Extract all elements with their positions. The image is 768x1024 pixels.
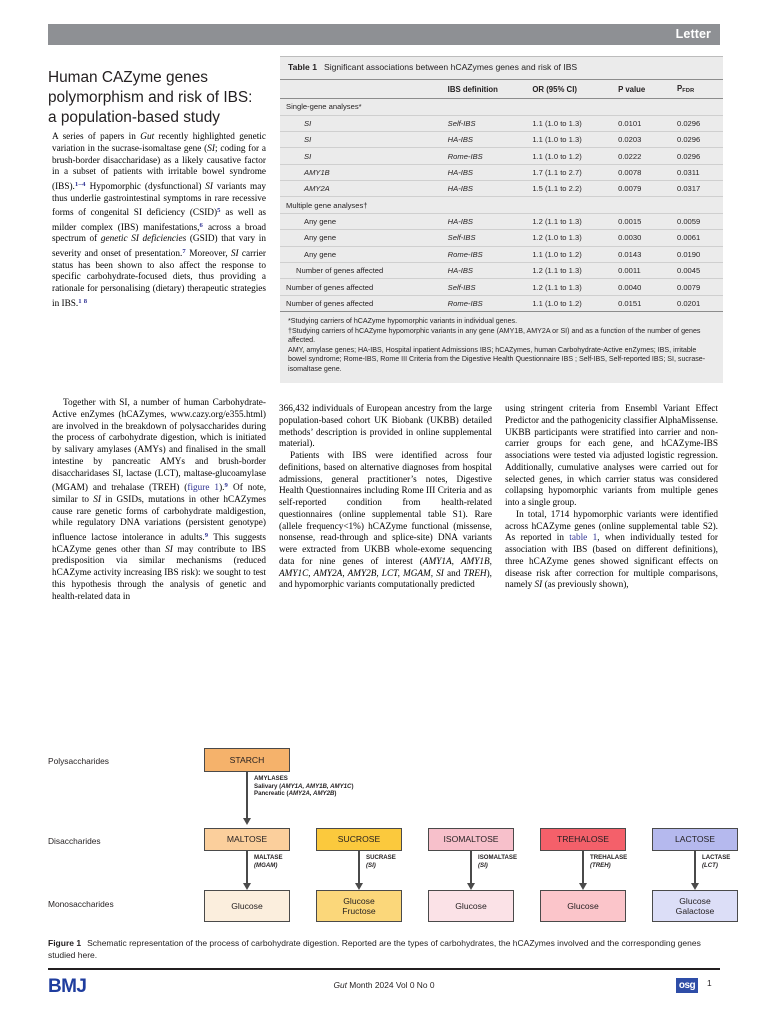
row-label-polysaccharides: Polysaccharides bbox=[48, 756, 109, 766]
cell-p: 0.0078 bbox=[618, 164, 677, 180]
cell-definition: HA-IBS bbox=[448, 164, 533, 180]
cell-gene: SI bbox=[280, 115, 448, 131]
node-sucrose: SUCROSE bbox=[316, 828, 402, 851]
row-label-disaccharides: Disaccharides bbox=[48, 836, 101, 846]
cell-or: 1.1 (1.0 to 1.3) bbox=[532, 131, 618, 147]
cell-gene: Number of genes affected bbox=[280, 262, 448, 278]
arrowhead-lactose bbox=[691, 883, 699, 890]
node-product-glucose-trehalose: Glucose bbox=[540, 890, 626, 922]
enzyme-label-isomaltase: ISOMALTASE (SI) bbox=[478, 854, 518, 869]
arrowhead-maltose bbox=[243, 883, 251, 890]
arrow-isomaltose-to-glucose bbox=[470, 851, 472, 886]
cell-pfdr: 0.0296 bbox=[677, 115, 723, 131]
body-column-right bbox=[505, 404, 718, 592]
cell-gene: SI bbox=[280, 148, 448, 164]
node-trehalose: TREHALOSE bbox=[540, 828, 626, 851]
cell-definition: Self-IBS bbox=[448, 279, 533, 295]
body-column-middle bbox=[279, 404, 492, 592]
cell-or: 1.1 (1.0 to 1.2) bbox=[532, 246, 618, 262]
node-product-glucose-fructose bbox=[316, 890, 402, 922]
table-header-row bbox=[280, 80, 723, 99]
cell-or: 1.2 (1.1 to 1.3) bbox=[532, 213, 618, 229]
paragraph-hcazymes: Together with SI, a number of human Carbohydrate-Active enZymes (hCAZymes, www.cazy.org/e355.html) are involved in the breakdown of polysaccharides during the process of carbohydrate digestion, which is initiated by salivary amylases (AMYs) and finalised in the small intestine by pancreatic AMYs and brush-border disaccharidases SI, lactase (LCT), maltase-glucoamylase (MGAM) and trehalase (TREH) (figure 1).$^9$ Of note, similar to SI in GSIDs, mutations in other hCAZymes cause rare genetic forms of carbohydrate maldigestion, while regulatory DNA variations (persistent genotype) influence lactose intolerance in adults.$^9$ This suggests hCAZyme genes other than SI may contribute to IBS predisposition via similar mechanisms (reduced hCAZyme activity increasing IBS risk): we sought to test this hypothesis through the analysis of genetic and health-related data in bbox=[52, 398, 267, 602]
arrow-sucrose-to-glucose-fructose bbox=[358, 851, 360, 886]
arrowhead-isomaltose bbox=[467, 883, 475, 890]
node-product-glucose-galactose bbox=[652, 890, 738, 922]
arrow-trehalose-to-glucose bbox=[582, 851, 584, 886]
page-title: Human CAZyme genes polymorphism and risk of IBS: a population-based study bbox=[48, 69, 253, 127]
paragraph-patients: Patients with IBS were identified across four definitions, based on alternative diagnoses from hospital admissions, general practitioner’s notes, Digestive Health Questionnaires including Rome III Criteria and as self-reported condition from health-related questionnaires (online supplemental table S1). Rare (allele frequency<1%) hCAZyme functional (missense, nonsense, read-through and splice-site) DNA variants were extracted from UKBB whole-exome sequencing data for nine genes of interest (AMY1A, AMY1B, AMY1C, AMY2A, AMY2B, LCT, MGAM, SI and TREH), and hypomorphic variants computationally predicted bbox=[279, 451, 492, 591]
cell-gene: Any gene bbox=[280, 213, 448, 229]
cell-definition: Rome-IBS bbox=[448, 148, 533, 164]
node-product-glucose-maltose: Glucose bbox=[204, 890, 290, 922]
arrowhead-starch-to-maltose bbox=[243, 818, 251, 825]
cell-gene: AMY1B bbox=[280, 164, 448, 180]
enzyme-label-amylases: AMYLASES Salivary (AMY1A, AMY1B, AMY1C) Pancreatic (AMY2A, AMY2B) bbox=[254, 775, 354, 798]
arrow-maltose-to-glucose bbox=[246, 851, 248, 886]
paragraph-methods: using stringent criteria from Ensembl Variant Effect Predictor and the pathogenicity classifier AlphaMissense. UKBB participants were stratified into carrier and non-carrier groups for each gene, and hCAZyme-IBS associations were tested via adjusted logistic regression. Additionally, cumulative analyses were carried out for selected genes, in which carrier status was considered collapsing hypomorphic variants from multiple genes into a single group. bbox=[505, 404, 718, 508]
cell-gene: Any gene bbox=[280, 246, 448, 262]
table-body bbox=[280, 99, 723, 312]
section-heading-row bbox=[280, 99, 723, 115]
arrow-starch-to-maltose bbox=[246, 772, 248, 821]
cell-p: 0.0079 bbox=[618, 181, 677, 197]
col-header-gene bbox=[280, 80, 448, 99]
cell-definition: HA-IBS bbox=[448, 181, 533, 197]
node-maltose: MALTOSE bbox=[204, 828, 290, 851]
table-row bbox=[280, 131, 723, 147]
cell-p: 0.0151 bbox=[618, 295, 677, 311]
cell-definition: Self-IBS bbox=[448, 230, 533, 246]
cell-pfdr: 0.0317 bbox=[677, 181, 723, 197]
cell-definition: Rome-IBS bbox=[448, 295, 533, 311]
figure-1-link[interactable]: figure 1 bbox=[187, 483, 220, 494]
enzyme-label-trehalase: TREHALASE (TREH) bbox=[590, 854, 628, 869]
cell-gene: SI bbox=[280, 131, 448, 147]
table-row bbox=[280, 279, 723, 295]
cell-definition: HA-IBS bbox=[448, 131, 533, 147]
paragraph-intro: A series of papers in Gut recently highlighted genetic variation in the sucrase-isomaltase gene (SI; coding for a brush-border disaccharidase) as a likely causative factor in a subset of patients with irritable bowel syndrome (IBS).$^{1-4}$ Hypomorphic (dysfunctional) SI variants may thus underlie gastrointestinal symptoms in rare recessive forms of congenital SI deficiency (CSID)$^5$ as well as milder complex (IBS) manifestations,$^6$ across a broad spectrum of genetic SI deficiencies (GSID) that vary in severity and onset of presentation.$^7$ Moreover, SI carrier status has been shown to also affect the response to specific carbohydrate-focused diets, thus providing a rationale for personalising (dietary) therapeutic strategies in IBS.$^{1 8}$ bbox=[52, 132, 266, 309]
table-footnote-abbreviations: AMY, amylase genes; HA-IBS, Hospital inpatient Admissions IBS; hCAZymes, human Carbohydrate-Active enZymes; IBS, irritable bowel syndrome; Rome-IBS, Rome III Criteria from the Digestive Health Questionnaire IBS ; Self-IBS, Self-reported IBS; SI, sucrase-isomaltase gene. bbox=[288, 345, 706, 374]
cell-p: 0.0203 bbox=[618, 131, 677, 147]
cell-gene: Number of genes affected bbox=[280, 295, 448, 311]
section-heading-row bbox=[280, 197, 723, 213]
cell-pfdr: 0.0059 bbox=[677, 213, 723, 229]
cell-or: 1.2 (1.0 to 1.3) bbox=[532, 230, 618, 246]
body-column-left-top bbox=[52, 132, 266, 310]
table-1 bbox=[280, 56, 723, 383]
table-caption-text: Significant associations between hCAZymes genes and risk of IBS bbox=[323, 62, 578, 72]
row-label-monosaccharides: Monosaccharides bbox=[48, 899, 114, 909]
table-footnote-2: †Studying carriers of hCAZyme hypomorphic variants in any gene (AMY1B, AMY2A or SI) and as a function of the number of genes affected. bbox=[288, 326, 701, 345]
node-isomaltose: ISOMALTOSE bbox=[428, 828, 514, 851]
table-label: Table 1 bbox=[288, 62, 317, 72]
cell-pfdr: 0.0311 bbox=[677, 164, 723, 180]
table-row bbox=[280, 181, 723, 197]
running-head-label: Letter bbox=[675, 27, 711, 41]
col-header-ibs-definition: IBS definition bbox=[448, 80, 533, 99]
enzyme-label-lactase: LACTASE (LCT) bbox=[702, 854, 731, 869]
table-footnote-1: *Studying carriers of hCAZyme hypomorphic variants in individual genes. bbox=[288, 317, 518, 326]
cell-or: 1.1 (1.0 to 1.2) bbox=[532, 295, 618, 311]
footer-journal-line bbox=[0, 980, 768, 990]
running-head-bar bbox=[48, 24, 720, 45]
cell-p: 0.0101 bbox=[618, 115, 677, 131]
figure-caption bbox=[48, 938, 720, 961]
table-row bbox=[280, 164, 723, 180]
section-heading-single-gene: Single-gene analyses* bbox=[280, 99, 723, 115]
cell-definition: Self-IBS bbox=[448, 115, 533, 131]
cell-definition: Rome-IBS bbox=[448, 246, 533, 262]
cell-gene: Any gene bbox=[280, 230, 448, 246]
node-starch: STARCH bbox=[204, 748, 290, 772]
cell-p: 0.0143 bbox=[618, 246, 677, 262]
footer-journal-issue: Month 2024 Vol 0 No 0 bbox=[346, 980, 435, 990]
table-1-link[interactable]: table 1 bbox=[569, 533, 598, 544]
table-row bbox=[280, 213, 723, 229]
footer-divider bbox=[48, 968, 720, 970]
amylase-pancreatic: Pancreatic (AMY2A, AMY2B) bbox=[254, 790, 337, 798]
open-access-badge-icon: osg bbox=[676, 978, 698, 993]
amylase-salivary: Salivary (AMY1A, AMY1B, AMY1C) bbox=[254, 782, 354, 790]
cell-gene: AMY2A bbox=[280, 181, 448, 197]
paragraph-cohort: 366,432 individuals of European ancestry from the large population-based cohort UK Biobank (UKBB) detailed methods’ description is provided in online supplemental material). bbox=[279, 404, 492, 450]
cell-pfdr: 0.0296 bbox=[677, 148, 723, 164]
cell-p: 0.0222 bbox=[618, 148, 677, 164]
table-row bbox=[280, 148, 723, 164]
product-glucose-galactose: Glucose Galactose bbox=[675, 895, 715, 916]
table-caption bbox=[280, 57, 723, 80]
product-glucose: Glucose Fructose bbox=[342, 895, 376, 916]
body-column-left-bottom bbox=[52, 398, 266, 603]
cell-p: 0.0030 bbox=[618, 230, 677, 246]
enzyme-label-sucrase: SUCRASE (SI) bbox=[366, 854, 396, 869]
cell-pfdr: 0.0201 bbox=[677, 295, 723, 311]
col-header-or: OR (95% CI) bbox=[532, 80, 618, 99]
node-lactose: LACTOSE bbox=[652, 828, 738, 851]
cell-pfdr: 0.0045 bbox=[677, 262, 723, 278]
cell-pfdr: 0.0190 bbox=[677, 246, 723, 262]
cell-pfdr: 0.0079 bbox=[677, 279, 723, 295]
paragraph-results: In total, 1714 hypomorphic variants were identified across hCAZyme genes (online supplemental table S2). As reported in table 1, when individually tested for association with IBS (based on different definitions), three hCAZyme genes showed significant effects on disease risk after correction for multiple comparisons, namely SI (as previously shown), bbox=[505, 509, 718, 591]
cell-or: 1.7 (1.1 to 2.7) bbox=[532, 164, 618, 180]
arrow-lactose-to-glucose-galactose bbox=[694, 851, 696, 886]
arrowhead-sucrose bbox=[355, 883, 363, 890]
associations-table bbox=[280, 80, 723, 312]
cell-gene: Number of genes affected bbox=[280, 279, 448, 295]
cell-or: 1.2 (1.1 to 1.3) bbox=[532, 262, 618, 278]
figure-caption-text: Schematic representation of the process of carbohydrate digestion. Reported are the types of carbohydrates, the hCAZymes involved and the corresponding genes studied here. bbox=[48, 938, 701, 960]
cell-pfdr: 0.0296 bbox=[677, 131, 723, 147]
cell-p: 0.0015 bbox=[618, 213, 677, 229]
figure-caption-label: Figure 1 bbox=[48, 938, 82, 948]
section-heading-multiple-gene: Multiple gene analyses† bbox=[280, 197, 723, 213]
enzyme-label-maltase: MALTASE (MGAM) bbox=[254, 854, 283, 869]
footer-journal-name: Gut bbox=[333, 980, 347, 990]
table-footnotes bbox=[280, 312, 723, 383]
cell-p: 0.0040 bbox=[618, 279, 677, 295]
table-row bbox=[280, 115, 723, 131]
table-row bbox=[280, 262, 723, 278]
cell-or: 1.2 (1.1 to 1.3) bbox=[532, 279, 618, 295]
cell-p: 0.0011 bbox=[618, 262, 677, 278]
table-row bbox=[280, 295, 723, 311]
cell-pfdr: 0.0061 bbox=[677, 230, 723, 246]
page-number: 1 bbox=[707, 978, 712, 988]
arrowhead-trehalose bbox=[579, 883, 587, 890]
figure-1-diagram bbox=[48, 742, 731, 922]
cell-definition: HA-IBS bbox=[448, 213, 533, 229]
col-header-pfdr: $P_{FDR}$ bbox=[677, 80, 723, 99]
cell-or: 1.1 (1.0 to 1.3) bbox=[532, 115, 618, 131]
bmj-logo: BMJ bbox=[48, 976, 87, 997]
node-product-glucose-isomaltose: Glucose bbox=[428, 890, 514, 922]
cell-or: 1.1 (1.0 to 1.2) bbox=[532, 148, 618, 164]
table-row bbox=[280, 246, 723, 262]
col-header-pvalue: P value bbox=[618, 80, 677, 99]
cell-definition: HA-IBS bbox=[448, 262, 533, 278]
cell-or: 1.5 (1.1 to 2.2) bbox=[532, 181, 618, 197]
table-row bbox=[280, 230, 723, 246]
